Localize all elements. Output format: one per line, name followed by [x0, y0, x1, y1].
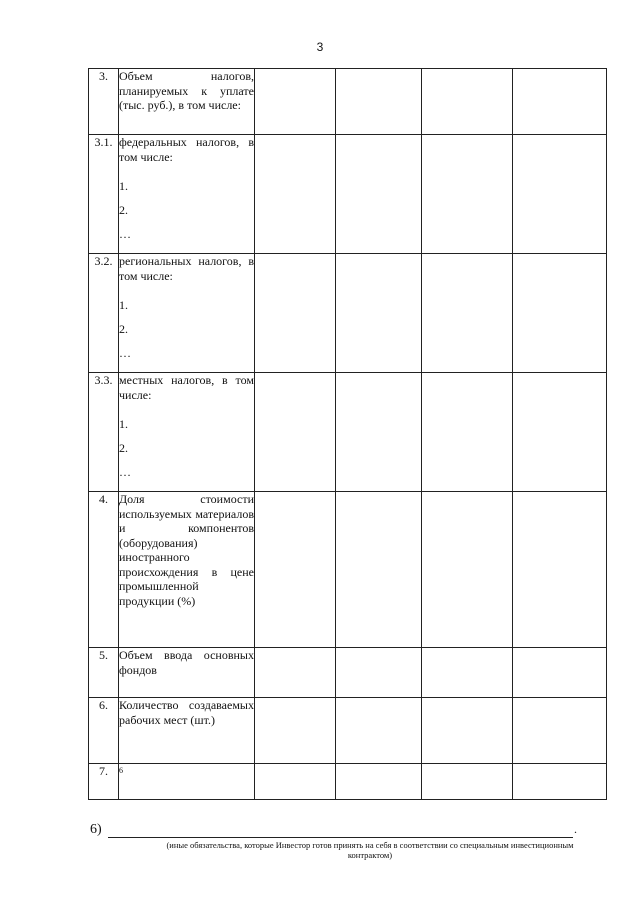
- value-cell: [336, 648, 422, 698]
- table-row: [89, 698, 607, 764]
- sub-item: 2.: [119, 441, 128, 455]
- value-cell: [422, 254, 513, 373]
- value-cell: [336, 69, 422, 135]
- row-number: 5.: [89, 648, 119, 698]
- value-cell: [422, 135, 513, 254]
- row-number: 7.: [89, 764, 119, 800]
- row-label: Объем налогов, планируемых к уплате (тыс. руб.), в том числе:: [119, 69, 255, 135]
- end-mark: .: [574, 822, 577, 836]
- obligation-caption: (иные обязательства, которые Инвестор готов принять на себя в соответствии со специальным инвестиционным контрактом): [166, 840, 574, 860]
- sub-items: [119, 174, 254, 246]
- table-row: [89, 492, 607, 648]
- table-row: [89, 69, 607, 135]
- value-cell: [255, 492, 336, 648]
- table-row: [89, 648, 607, 698]
- row-label-cell: [119, 135, 255, 254]
- page-number: 3: [316, 40, 324, 54]
- row-number: 6.: [89, 698, 119, 764]
- value-cell: [422, 373, 513, 492]
- value-cell: [513, 698, 607, 764]
- value-cell: [513, 69, 607, 135]
- row-number: 3.: [89, 69, 119, 135]
- table-row: [89, 764, 607, 800]
- value-cell: [255, 698, 336, 764]
- indicators-table: [88, 68, 607, 800]
- row-label-cell: [119, 764, 255, 800]
- sub-item: 1.: [119, 179, 128, 193]
- value-cell: [422, 764, 513, 800]
- obligation-label: 6): [90, 822, 102, 837]
- row-label: местных налогов, в том числе:: [119, 373, 254, 402]
- value-cell: [255, 764, 336, 800]
- value-cell: [513, 135, 607, 254]
- row-label: Количество создаваемых рабочих мест (шт.): [119, 698, 255, 764]
- row-number: 3.1.: [89, 135, 119, 254]
- footnote-mark: 6: [119, 766, 123, 775]
- row-label: федеральных налогов, в том числе:: [119, 135, 254, 164]
- row-label: региональных налогов, в том числе:: [119, 254, 254, 283]
- row-label: Объем ввода основных фондов: [119, 648, 255, 698]
- value-cell: [513, 373, 607, 492]
- sub-items: [119, 293, 254, 365]
- sub-item: …: [119, 346, 131, 360]
- row-label: Доля стоимости используемых материалов и компонентов (оборудования) иностранного происхождения в цене промышленной продукции (%): [119, 492, 255, 648]
- sub-item: 1.: [119, 298, 128, 312]
- row-label-cell: [119, 254, 255, 373]
- value-cell: [513, 254, 607, 373]
- value-cell: [336, 135, 422, 254]
- row-number: 4.: [89, 492, 119, 648]
- table-row: [89, 373, 607, 492]
- value-cell: [422, 698, 513, 764]
- sub-item: 2.: [119, 203, 128, 217]
- fill-in-line[interactable]: [108, 836, 573, 838]
- row-number: 3.2.: [89, 254, 119, 373]
- sub-item: …: [119, 227, 131, 241]
- sub-items: [119, 412, 254, 484]
- value-cell: [255, 373, 336, 492]
- value-cell: [513, 648, 607, 698]
- row-number: 3.3.: [89, 373, 119, 492]
- row-label-cell: [119, 373, 255, 492]
- value-cell: [336, 492, 422, 648]
- value-cell: [336, 698, 422, 764]
- value-cell: [255, 69, 336, 135]
- value-cell: [513, 764, 607, 800]
- value-cell: [255, 135, 336, 254]
- sub-item: 1.: [119, 417, 128, 431]
- value-cell: [422, 69, 513, 135]
- value-cell: [336, 764, 422, 800]
- value-cell: [422, 492, 513, 648]
- value-cell: [336, 254, 422, 373]
- value-cell: [422, 648, 513, 698]
- table-row: [89, 135, 607, 254]
- value-cell: [336, 373, 422, 492]
- value-cell: [255, 648, 336, 698]
- value-cell: [513, 492, 607, 648]
- table-row: [89, 254, 607, 373]
- sub-item: …: [119, 465, 131, 479]
- sub-item: 2.: [119, 322, 128, 336]
- value-cell: [255, 254, 336, 373]
